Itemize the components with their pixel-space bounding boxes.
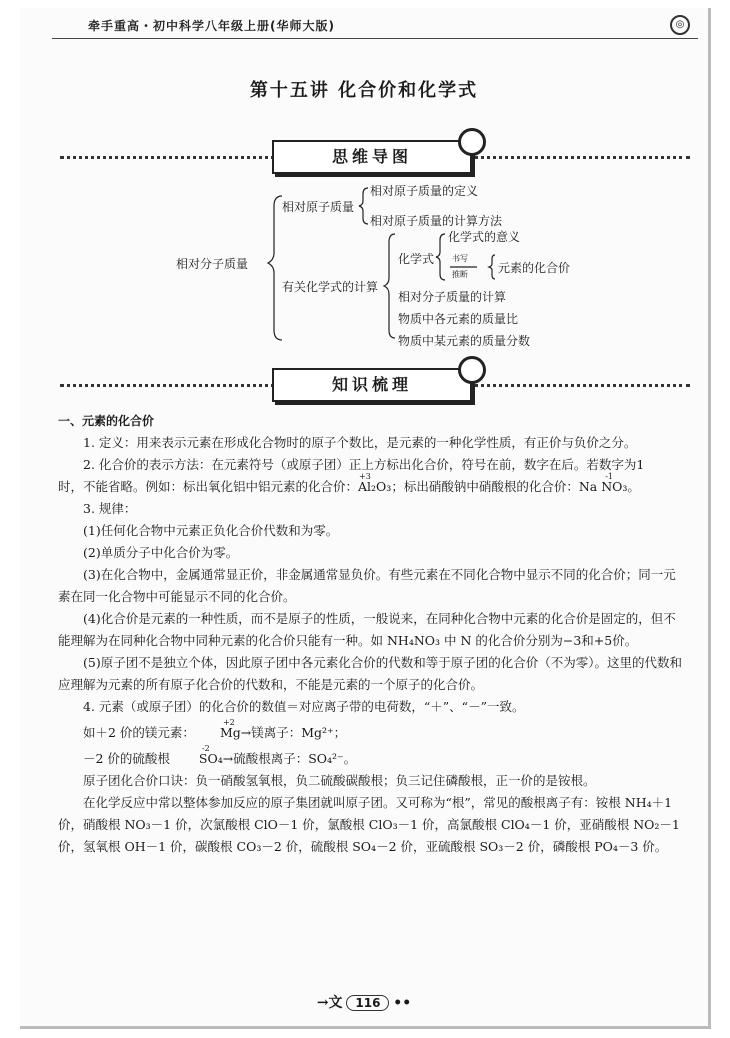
element-symbol: Al (358, 479, 372, 494)
paragraph-notation-2 (58, 472, 688, 498)
radical-symbol: NO₃ (601, 479, 628, 494)
valence-label: +2 (222, 718, 235, 727)
text: →镁离子：Mg²⁺； (240, 725, 347, 740)
rule-2: (2)单质分子中化合价为零。 (83, 545, 239, 560)
mm-sub-item-1: 化学式的意义 (448, 230, 521, 244)
page-title: 第十五讲 化合价和化学式 (249, 80, 479, 101)
publisher-logo: ◎ (670, 15, 690, 35)
mm-sub: 化学式 (398, 252, 435, 266)
text: 时，不能省略。例如：标出氧化铝中铝元素的化合价： (58, 479, 359, 494)
mm-b1-item-2: 相对原子质量的计算方法 (370, 214, 503, 228)
valence-label: -1 (605, 472, 613, 481)
paragraph-radicals: 在化学反应中常以整体参加反应的原子集团就叫原子团。又可称为“根”，常见的酸根离子有：铵根 NH₄＋1 价，硝酸根 NO₃－1 价，次氯酸根 ClO－1 价，氯酸根 ClO₃－1 价，高氯酸根 ClO₄－1 价，亚硝酸根 NO₂－1 价，氢氧根 OH－1 价，碳酸根 CO₃－2 价，硫酸根 SO₄－2 价，亚硫酸根 SO₃－2 价，磷酸根 PO₄－3 价。 (58, 795, 680, 854)
rhyme: 原子团化合价口诀：负一硝酸氢氧根，负二硫酸碳酸根；负三记住磷酸根，正一价的是铵根。 (83, 773, 596, 788)
knowledge-banner (60, 364, 690, 404)
valence-label: +3 (359, 472, 371, 481)
page-footer (20, 992, 708, 1012)
content-body (58, 410, 688, 858)
mm-b2-item-1: 相对分子质量的计算 (398, 290, 507, 304)
book-title: 牵手重高・初中科学八年级上册(华师大版) (88, 19, 335, 33)
text: ₂O₃；标出硝酸钠中硝酸根的化合价：Na (371, 479, 602, 494)
footer-decoration-right: •• (393, 995, 412, 1011)
element-symbol: Mg (219, 725, 241, 740)
paragraph-definition: 1. 定义：用来表示元素在形成化合物时的原子个数比，是元素的一种化学性质，有正价与负价之分。 (83, 435, 637, 450)
text: －2 价的硫酸根 (83, 751, 174, 766)
radical-symbol: SO₄ (198, 751, 223, 766)
rule-1: (1)任何化合物中元素正负化合价代数和为零。 (83, 523, 339, 538)
page-number: 116 (346, 995, 389, 1011)
circle-icon (458, 356, 486, 384)
rule-3: (3)在化合物中，金属通常显正价，非金属通常显负价。有些元素在不同化合物中显示不同的化合价；同一元素在同一化合物中可能显示不同的化合价。 (58, 567, 676, 604)
mm-b2-item-2: 物质中各元素的质量比 (398, 312, 519, 326)
example-so4 (58, 744, 688, 770)
paragraph-rules: 3. 规律： (83, 501, 137, 516)
example-mg (58, 718, 688, 744)
footer-decoration-left: →文 (316, 995, 343, 1011)
valence-label: -2 (201, 744, 210, 753)
text: 。 (627, 479, 640, 494)
paragraph-ion-charge: 4. 元素（或原子团）的化合价的数值＝对应离子带的电荷数，“＋”、“－”一致。 (83, 699, 525, 714)
mm-sub-item-4: 元素的化合价 (498, 261, 571, 275)
mm-branch1: 相对原子质量 (282, 200, 355, 214)
mm-branch2: 有关化学式的计算 (282, 280, 379, 294)
banner-label: 知识梳理 (272, 368, 472, 402)
rule-5: (5)原子团不是独立个体，因此原子团中各元素化合价的代数和等于原子团的化合价（不为零）。这里的代数和应理解为元素的所有原子化合价的代数和，不能是元素的一个原子的化合价。 (58, 655, 682, 692)
rule-4: (4)化合价是元素的一种性质，而不是原子的性质，一般说来，在同种化合物中元素的化合价是固定的，但不能理解为在同种化合物中同种元素的化合价只能有一种。如 NH₄NO₃ 中 N 的化合价分别为−3和+5价。 (58, 611, 676, 648)
mm-sub-item-3: 推断 (452, 270, 468, 279)
paragraph-notation-1: 2. 化合价的表示方法：在元素符号（或原子团）正上方标出化合价，符号在前，数字在后。若数字为1 (83, 457, 645, 472)
mm-sub-item-2: 书写 (452, 254, 468, 263)
mm-root: 相对分子质量 (176, 257, 249, 271)
mm-b1-item-1: 相对原子质量的定义 (370, 184, 479, 198)
banner-label: 思维导图 (272, 140, 472, 174)
section-heading: 一、元素的化合价 (58, 414, 155, 428)
text: →硫酸根离子：SO₄²⁻。 (222, 751, 357, 766)
brace-lines (20, 8, 708, 368)
mm-b2-item-3: 物质中某元素的质量分数 (398, 334, 531, 348)
document-page (20, 8, 711, 1029)
text: 如＋2 价的镁元素： (83, 725, 195, 740)
